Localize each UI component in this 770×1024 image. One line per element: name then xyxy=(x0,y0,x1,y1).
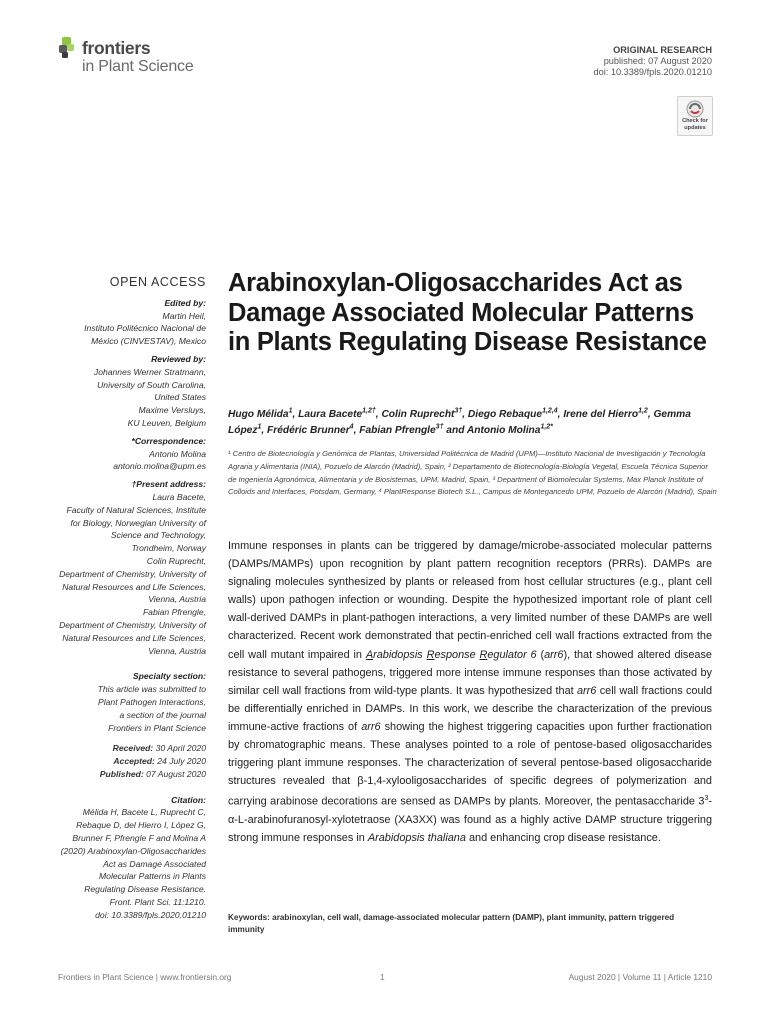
article-sidebar xyxy=(56,276,206,922)
affiliations: ¹ Centro de Biotecnología y Genómica de Plantas, Universidad Politécnica de Madrid (UPM)—Instituto Nacional de Investigación y Tecnología Agraria y Alimentaria (INIA), Pozuelo de Alarcón (Madrid), Spain, ² Departamento de Biotecnología-Biología Vegetal, Escuela Técnica Superior de Ingeniería Agronómica, Alimentaria y de Biosistemas, UPM, Madrid, Spain, ³ Department of Biomolecular Systems, Max Planck Institute of Colloids and Interfaces, Potsdam, Germany, ⁴ PlantResponse Biotech S.L., Campus de Montegancedo UPM, Pozuelo de Alarcón (Madrid), Spain xyxy=(228,449,717,497)
present-address-label: †Present address: xyxy=(131,479,206,490)
abstract-text-segment: R xyxy=(479,648,488,661)
page-number: 1 xyxy=(380,972,385,982)
edited-by-label: Edited by: xyxy=(164,297,206,308)
abstract xyxy=(228,537,712,847)
check-updates-label: Check for updates xyxy=(682,118,708,131)
abstract-text-segment: Arabidopsis thaliana xyxy=(367,832,466,845)
abstract-text-segment: A xyxy=(365,648,374,661)
citation-doi-link[interactable]: doi: 10.3389/fpls.2020.01210 xyxy=(95,909,206,920)
article-title: Arabinoxylan-Oligosaccharides Act as Damage Associated Molecular Patterns in Plants Regulating Disease Resistance xyxy=(228,269,707,356)
abstract-text-segment: 3 xyxy=(704,795,709,803)
abstract-text-segment: arr6 xyxy=(577,684,597,697)
reviewed-by-label: Reviewed by: xyxy=(151,353,206,364)
author-affiliation: 1,2 xyxy=(638,407,648,415)
published-date: published: 07 August 2020 xyxy=(603,56,712,66)
author-affiliation: 3† xyxy=(435,423,444,431)
abstract-text-segment: arr6 xyxy=(544,648,564,661)
check-for-updates-button[interactable] xyxy=(677,96,713,136)
author-affiliation: 1 xyxy=(288,407,293,415)
author-name[interactable]: Hugo Mélida xyxy=(228,409,289,420)
citation-label: Citation: xyxy=(171,794,206,805)
specialty-section-text: This article was submitted to Plant Pathogen Interactions, a section of the journal Frontiers in Plant Science xyxy=(97,684,206,733)
article-doi[interactable]: doi: 10.3389/fpls.2020.01210 xyxy=(593,67,712,77)
abstract-text-segment: R xyxy=(426,648,435,661)
accepted-date: Accepted: 24 July 2020 xyxy=(113,756,206,767)
author-name[interactable]: Antonio Molina xyxy=(466,424,541,436)
abstract-text-segment: rabidopsis xyxy=(373,648,427,661)
correspondence-info: Antonio Molina antonio.molina@upm.es xyxy=(56,448,206,474)
author-affiliation: 1,2† xyxy=(362,407,376,415)
author-name[interactable]: Frédéric Brunner xyxy=(267,424,350,436)
abstract-text-segment: and enhancing crop disease resistance. xyxy=(465,832,661,845)
author-affiliation: 1,2* xyxy=(540,423,553,431)
author-name[interactable]: Colin Ruprecht xyxy=(381,409,455,420)
abstract-text-segment: -α-L-arabinofuranosyl-xylotetraose (XA3XX) was found as a highly active DAMP structure triggering strong immune responses in xyxy=(228,795,712,845)
author-name[interactable]: Irene del Hierro xyxy=(563,409,639,420)
author-name[interactable]: Laura Bacete xyxy=(298,409,363,420)
correspondence-label: *Correspondence: xyxy=(131,435,206,446)
author-name[interactable]: Diego Rebaque xyxy=(467,409,543,420)
abstract-text-segment: ( xyxy=(536,648,545,661)
author-list: Hugo Mélida$^1$, Laura Bacete$^{1,2\dagger}$, Colin Ruprecht$^{3\dagger}$, Diego Rebaque$^{1,2,4}$, Irene del Hierro$^{1,2}$, Gemma López$^1$, Frédéric Brunner$^4$, Fabian Pfrengle$^{3\dagger}$ and Antonio Molina$^{1,2*}$ xyxy=(228,407,691,436)
logo-journal-name: in Plant Science xyxy=(82,58,194,75)
author-affiliation: 4 xyxy=(349,423,354,431)
author-affiliation: 3† xyxy=(454,407,463,415)
keywords xyxy=(228,912,712,936)
author-affiliation: 1 xyxy=(257,423,262,431)
check-updates-icon xyxy=(686,100,704,118)
citation-text: Mélida H, Bacete L, Ruprecht C, Rebaque D, del Hierro I, López G, Brunner F, Pfrengle F and Molina A (2020) Arabinoxylan-Oligosaccharides Act as Damage Associated Molecular Patterns in Plants Regulating Disease Resistance. Front. Plant Sci. 11:1210. doi: 10.3389/fpls.2020.01210 xyxy=(56,806,206,921)
abstract-text-segment: showing the highest triggering capacities upon further fractionation by chromatographic means. These analyses pointed to a role of pentose-based oligosaccharides triggering plant immune responses. The characterization of several pentose-based oligosaccharide structures revealed that β-1,4-xylooligosaccharides of specific degrees of polymerization and carrying arabinose decorations are sensed as DAMPs by plants. Moreover, the pentasaccharide 3 xyxy=(228,720,712,808)
reviewed-by-list: Johannes Werner Stratmann, University of South Carolina, United States Maxime Versluys, KU Leuven, Belgium xyxy=(93,366,206,428)
article-type: ORIGINAL RESEARCH xyxy=(613,45,712,55)
received-date: Received: 30 April 2020 xyxy=(112,743,206,754)
correspondence-email-link[interactable]: antonio.molina@upm.es xyxy=(113,461,206,472)
open-access-label: OPEN ACCESS xyxy=(109,275,206,289)
abstract-text-segment: esponse xyxy=(434,648,480,661)
keywords-label: Keywords: xyxy=(228,913,270,922)
published-date-sidebar: Published: 07 August 2020 xyxy=(99,768,206,779)
author-name[interactable]: Fabian Pfrengle xyxy=(359,424,436,436)
abstract-text-segment: arr6 xyxy=(361,720,381,733)
abstract-text-segment: Immune responses in plants can be triggered by damage/microbe-associated molecular patterns (DAMPs/MAMPs) upon recognition by plant pattern recognition receptors (PRRs). DAMPs are signaling molecules synthesized by plants or released from host cellular structures (e.g., plant cell walls) upon pathogen infection or wounding. Despite the hypothesized important role of plant cell wall-derived DAMPs in plant-pathogen interactions, a very limited number of these DAMPs are well characterized. Recent work demonstrated that pectin-enriched cell wall fractions extracted from the cell wall mutant impaired in xyxy=(228,540,712,661)
author-affiliation: 1,2,4 xyxy=(542,407,558,415)
abstract-text-segment: egulator 6 xyxy=(487,648,537,661)
keywords-list: arabinoxylan, cell wall, damage-associated molecular pattern (DAMP), plant immunity, pattern triggered immunity xyxy=(228,913,675,934)
edited-by-list: Martin Heil, Instituto Politécnico Nacional de México (CINVESTAV), Mexico xyxy=(84,310,206,347)
footer-issue-info: August 2020 | Volume 11 | Article 1210 xyxy=(568,972,712,982)
specialty-section-label: Specialty section: xyxy=(132,671,206,682)
footer-journal-link[interactable]: Frontiers in Plant Science | www.frontiersin.org xyxy=(58,972,232,982)
article-meta xyxy=(593,45,712,78)
author-name[interactable]: Gemma López xyxy=(228,409,691,436)
present-address-list: Laura Bacete, Faculty of Natural Sciences, Institute for Biology, Norwegian University of Science and Technology, Trondheim, Norway Colin Ruprecht, Department of Chemistry, University of Natural Resources and Life Sciences, Vienna, Austria Fabian Pfrengle, Department of Chemistry, University of Natural Resources and Life Sciences, Vienna, Austria xyxy=(59,491,206,656)
logo-frontiers-text: frontiers xyxy=(82,38,151,58)
abstract-text-segment: cell wall fractions could be differentially enriched in DAMPs. In this work, we describe the characterization of the previous immune-active fractions of xyxy=(228,684,713,733)
abstract-text-segment: ), that showed altered disease resistance to several pathogens, triggered more intense immune responses than those activated by similar cell wall fractions from wild-type plants. It was hypothesized that xyxy=(228,648,712,697)
